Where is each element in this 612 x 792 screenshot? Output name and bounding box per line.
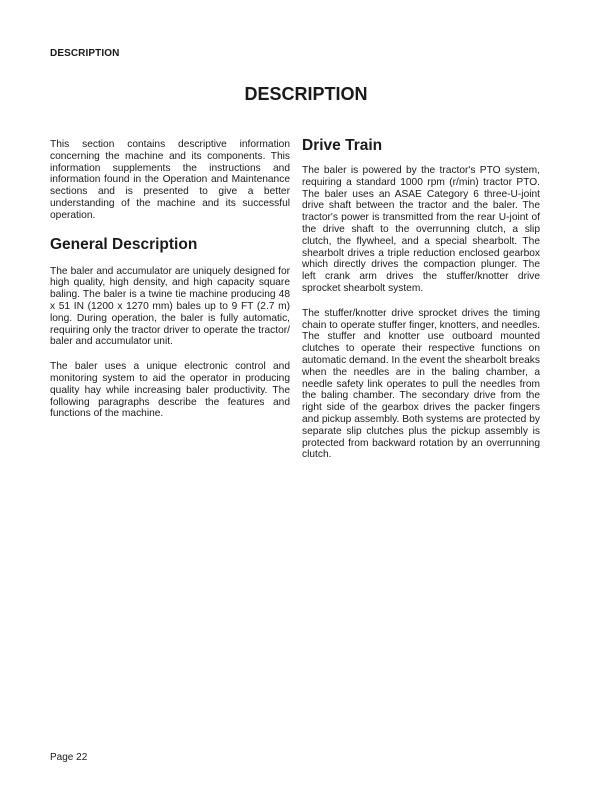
left-column xyxy=(50,139,290,433)
drive-train-paragraph-2: The stuffer/knotter drive sprocket drives the timing chain to operate stuffer finger, knotters, and needles. The stuffer and knotter use outboard mounted clutches to operate their respective functions on automatic demand. In the event the shearbolt breaks when the needles are in the baling chamber, a needle safety link operates to pull the needles from the baling chamber. The secondary drive from the right side of the gearbox drives the packer fingers and pickup assembly. Both systems are protected by separate slip clutches plus the pickup assembly is protected from backward rotation by an overrunning clutch. xyxy=(302,307,540,461)
general-description-heading: General Description xyxy=(50,235,198,253)
page-title: DESCRIPTION xyxy=(244,84,368,104)
drive-train-heading: Drive Train xyxy=(302,137,383,154)
running-header: DESCRIPTION xyxy=(50,48,120,59)
page-number: Page 22 xyxy=(50,752,88,763)
general-description-paragraph-2: The baler uses a unique electronic control and monitoring system to aid the operator in producing quality hay while increasing baler productivity. The following paragraphs describe the features and functions of the machine. xyxy=(50,361,290,420)
drive-train-paragraph-1: The baler is powered by the tractor's PTO system, requiring a standard 1000 rpm (r/min) tractor PTO. The baler uses an ASAE Category 6 three-U-joint drive shaft between the tractor and the baler. The tractor's power is transmitted from the rear U-joint of the drive shaft to the overrunning clutch, a slip clutch, the flywheel, and a special shearbolt. The shearbolt drives a triple reduction enclosed gearbox which directly drives the compaction plunger. The left crank arm drives the stuffer/knotter drive sprocket shearbolt system. xyxy=(302,165,540,294)
general-description-paragraph-1: The baler and accumulator are uniquely designed for high quality, high density, and high capacity square baling. The baler is a twine tie machine producing 48 x 51 IN (1200 x 1270 mm) bales up to 9 FT (2.7 m) long. During operation, the baler is fully automatic, requiring only the tractor driver to operate the tractor/ baler and accumulator unit. xyxy=(50,265,290,348)
intro-paragraph: This section contains descriptive information concerning the machine and its components. This information supplements the instructions and information found in the Operation and Maintenance sections and is presented to give a better understanding of the machine and its successful operation. xyxy=(50,139,290,221)
right-column xyxy=(302,136,540,474)
